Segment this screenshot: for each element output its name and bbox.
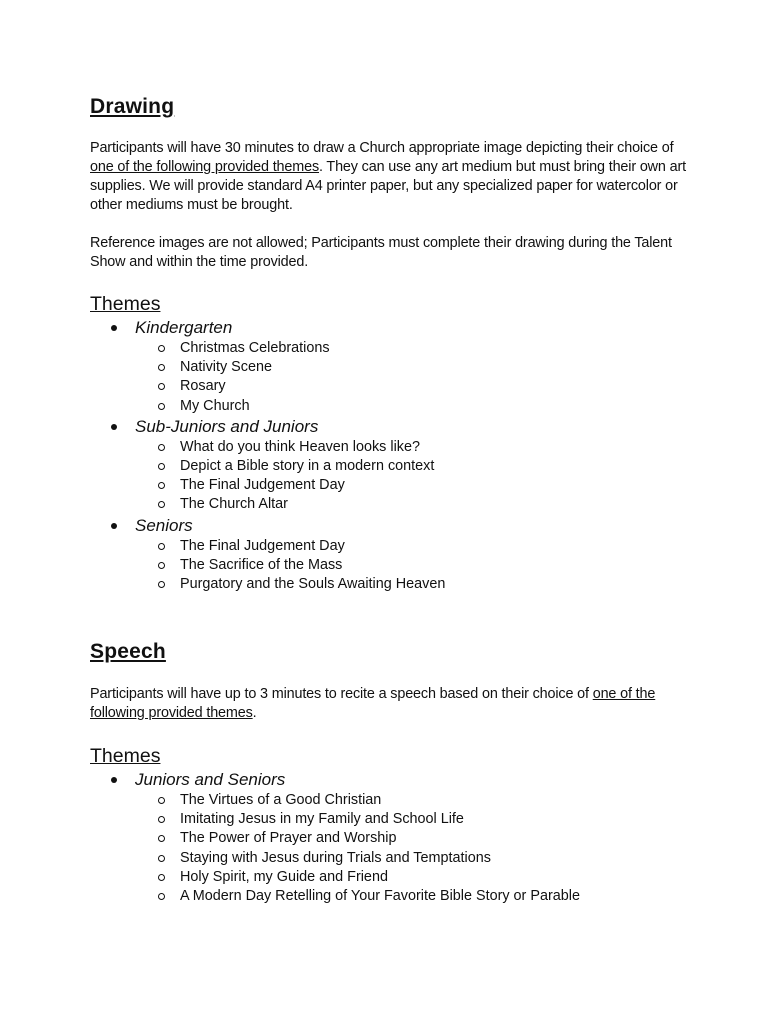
hollow-bullet-icon (158, 855, 165, 862)
theme-item (90, 556, 690, 575)
drawing-intro-text-2: . They can use any art medium but must bring their own art supplies. We will provide standard A4 printer paper, but any specialized paper for watercolor or other mediums must be brought. (90, 159, 686, 213)
filled-bullet-icon (111, 523, 117, 529)
theme-list (135, 339, 690, 416)
speech-category-list (90, 769, 690, 906)
hollow-bullet-icon (158, 463, 165, 470)
hollow-bullet-icon (158, 581, 165, 588)
theme-text: Imitating Jesus in my Family and School Life (180, 811, 464, 828)
category-seniors (90, 515, 690, 595)
category-label: Juniors and Seniors (135, 770, 286, 789)
theme-text: Nativity Scene (180, 359, 272, 376)
theme-item (90, 476, 690, 495)
hollow-bullet-icon (158, 403, 165, 410)
theme-item (90, 457, 690, 476)
theme-item (90, 575, 690, 594)
theme-text: The Final Judgement Day (180, 537, 345, 554)
theme-item (90, 849, 690, 868)
theme-text: What do you think Heaven looks like? (180, 438, 420, 455)
hollow-bullet-icon (158, 482, 165, 489)
drawing-heading: Drawing (90, 95, 175, 118)
theme-text: A Modern Day Retelling of Your Favorite Bible Story or Parable (180, 888, 580, 905)
theme-item (90, 397, 690, 416)
drawing-themes-reference: one of the following provided themes (90, 159, 319, 175)
hollow-bullet-icon (158, 383, 165, 390)
theme-text: Rosary (180, 378, 226, 395)
theme-text: The Sacrifice of the Mass (180, 556, 343, 573)
hollow-bullet-icon (158, 562, 165, 569)
speech-intro-text-2: . (252, 705, 257, 721)
theme-item (90, 829, 690, 848)
category-juniors-and-seniors (90, 769, 690, 906)
hollow-bullet-icon (158, 543, 165, 550)
filled-bullet-icon (111, 777, 117, 783)
drawing-themes-heading: Themes (90, 293, 161, 315)
speech-themes-heading: Themes (90, 745, 161, 767)
theme-item (90, 339, 690, 358)
drawing-intro-paragraph (90, 139, 690, 215)
theme-item (90, 495, 690, 514)
category-label: Kindergarten (135, 318, 233, 337)
theme-item (90, 810, 690, 829)
speech-section (90, 638, 690, 906)
theme-text: Holy Spirit, my Guide and Friend (180, 868, 388, 885)
hollow-bullet-icon (158, 797, 165, 804)
theme-text: Depict a Bible story in a modern context (180, 458, 435, 475)
theme-item (90, 438, 690, 457)
speech-heading: Speech (90, 640, 166, 663)
theme-item (90, 887, 690, 906)
theme-text: The Final Judgement Day (180, 477, 345, 494)
theme-text: The Virtues of a Good Christian (180, 792, 382, 808)
category-label: Sub-Juniors and Juniors (135, 416, 319, 436)
hollow-bullet-icon (158, 501, 165, 508)
theme-text: The Church Altar (180, 496, 288, 513)
hollow-bullet-icon (158, 444, 165, 451)
theme-item (90, 537, 690, 556)
speech-intro-text-1: Participants will have up to 3 minutes to recite a speech based on their choice of (90, 686, 593, 702)
theme-item (90, 791, 690, 810)
hollow-bullet-icon (158, 835, 165, 842)
theme-text: Purgatory and the Souls Awaiting Heaven (180, 576, 446, 593)
category-label: Seniors (135, 515, 193, 535)
hollow-bullet-icon (158, 874, 165, 881)
category-sub-juniors-and-juniors (90, 416, 690, 515)
drawing-rules-paragraph: Reference images are not allowed; Participants must complete their drawing during the Talent Show and within the time provided. (90, 235, 672, 270)
theme-item (90, 377, 690, 396)
theme-list (135, 537, 690, 595)
theme-text: Staying with Jesus during Trials and Temptations (180, 849, 491, 866)
theme-text: The Power of Prayer and Worship (180, 830, 397, 847)
filled-bullet-icon (111, 424, 117, 430)
hollow-bullet-icon (158, 893, 165, 900)
theme-item (90, 358, 690, 377)
theme-text: Christmas Celebrations (180, 340, 330, 356)
filled-bullet-icon (111, 325, 117, 331)
drawing-category-list (90, 317, 690, 594)
drawing-section (90, 93, 690, 594)
theme-list (135, 438, 690, 515)
hollow-bullet-icon (158, 816, 165, 823)
theme-item (90, 868, 690, 887)
drawing-intro-text-1: Participants will have 30 minutes to draw a Church appropriate image depicting their choice of (90, 140, 674, 156)
theme-list (135, 791, 690, 906)
hollow-bullet-icon (158, 364, 165, 371)
theme-text: My Church (180, 397, 250, 414)
hollow-bullet-icon (158, 345, 165, 352)
category-kindergarten (90, 317, 690, 416)
speech-themes-reference: one of the following provided themes (90, 686, 656, 721)
speech-intro-paragraph (90, 685, 690, 723)
